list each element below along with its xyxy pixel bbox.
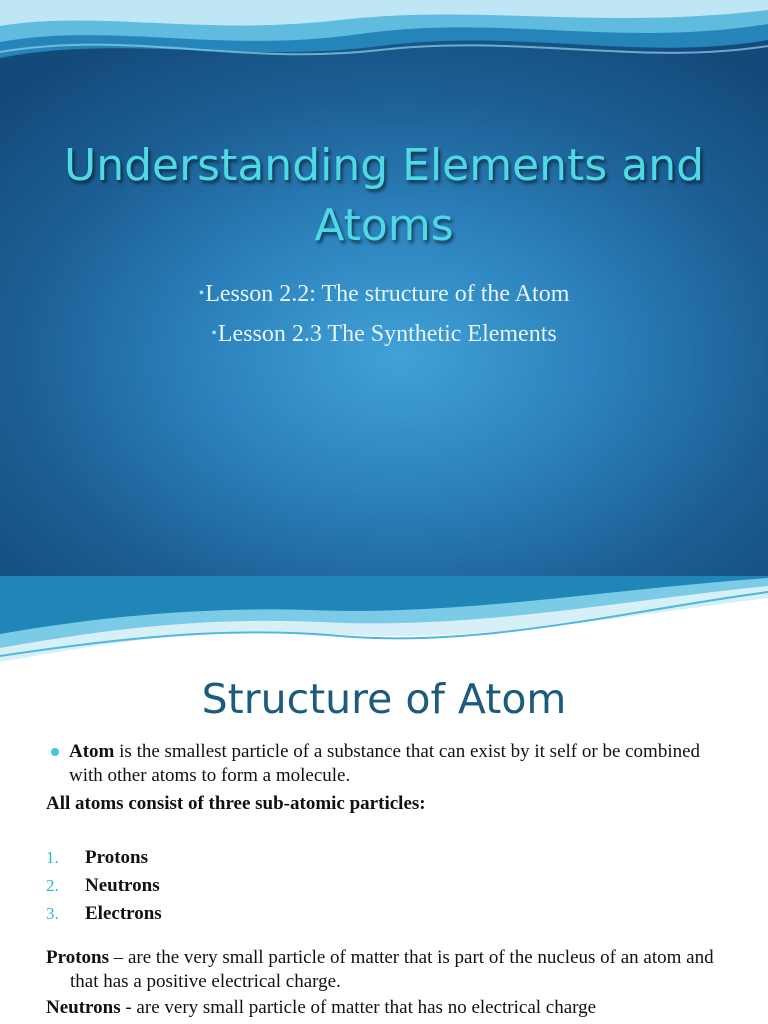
subtitle-item (0, 274, 768, 314)
definition-text: – are the very small particle of matter that is part of the nucleus of an atom and that has a positive electrical charge. (70, 947, 714, 992)
list-item (46, 872, 726, 900)
list-item (46, 844, 726, 872)
list-number: 3. (46, 904, 59, 923)
particles-intro: All atoms consist of three sub-atomic particles: (46, 793, 426, 814)
content-slide (0, 576, 768, 1024)
wave-decoration-top (0, 0, 768, 100)
bullet-icon (51, 748, 59, 756)
term-neutrons: Neutrons (46, 997, 121, 1018)
slide-title: Understanding Elements and Atoms (63, 140, 705, 251)
subtitle-list (0, 274, 768, 354)
bullet-icon: • (198, 285, 205, 302)
list-number: 2. (46, 876, 59, 895)
list-number: 1. (46, 848, 59, 867)
term-atom: Atom (69, 741, 115, 762)
neutrons-definition (46, 996, 726, 1020)
list-label: Neutrons (85, 875, 160, 896)
subtitle-item (0, 314, 768, 354)
definition-text: - are very small particle of matter that has no electrical charge (120, 997, 597, 1018)
term-protons: Protons (46, 947, 109, 968)
wave-decoration-top (0, 576, 768, 666)
particle-list (46, 844, 726, 928)
list-label: Protons (85, 847, 148, 868)
list-label: Electrons (85, 903, 162, 924)
slide-body (46, 740, 726, 1020)
slide-title: Structure of Atom (201, 675, 567, 723)
list-item (46, 900, 726, 928)
protons-definition (46, 946, 726, 994)
definition-text: is the smallest particle of a substance that can exist by it self or be combined with other atoms to form a molecule. (69, 741, 701, 786)
atom-definition (46, 740, 726, 788)
subtitle-text: Lesson 2.2: The structure of the Atom (205, 281, 570, 307)
subtitle-text: Lesson 2.3 The Synthetic Elements (217, 321, 557, 347)
bullet-icon: • (211, 325, 217, 342)
